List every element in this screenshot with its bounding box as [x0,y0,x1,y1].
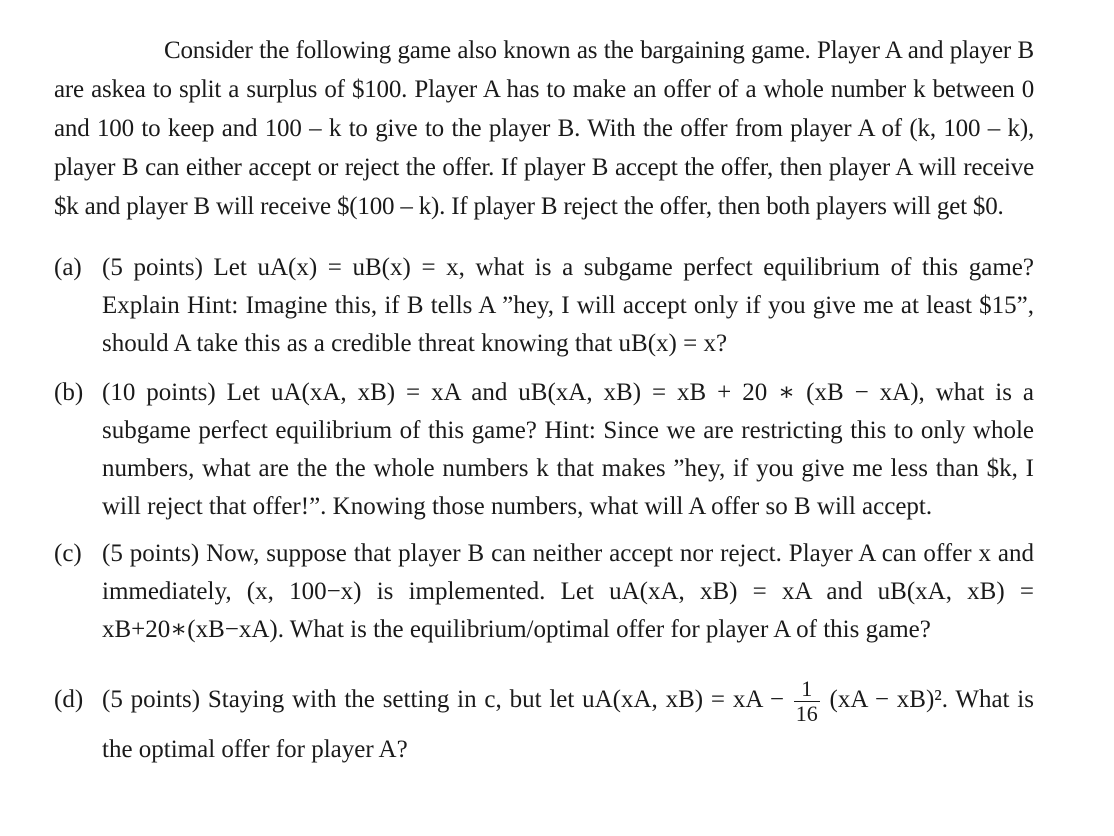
part-a [54,249,1034,363]
part-a-text: (5 points) Let uA(x) = uB(x) = x, what is a subgame perfect equilibrium of this game? Explain Hint: Imagine this, if B tells A ”hey, I will accept only if you give me at least $15”, should A take this as a credible threat knowing that uB(x) = x? [102,254,1034,357]
part-a-label: (a) [54,254,82,281]
part-b [54,374,1034,526]
part-d-text-after: (xA − xB)². What is the optimal offer for player A? [102,686,1034,763]
fraction-one-sixteenth [794,677,820,726]
part-d-label: (d) [54,686,84,713]
fraction-numerator: 1 [794,677,820,702]
part-b-label: (b) [54,379,84,406]
part-c [54,535,1034,649]
part-c-text: (5 points) Now, suppose that player B can neither accept nor reject. Player A can offer x and immediately, (x, 100−x) is implemented. Let uA(xA, xB) = xA and uB(xA, xB) = xB+20∗(xB−xA). What is the equilibrium/optimal offer for player A of this game? [102,540,1034,643]
part-c-label: (c) [54,540,82,567]
part-d-text [102,676,1034,774]
part-b-text: (10 points) Let uA(xA, xB) = xA and uB(xA, xB) = xB + 20 ∗ (xB − xA), what is a subgame perfect equilibrium of this game? Hint: Since we are restricting this to only whole numbers, what are the the whole numbers k that makes ”hey, if you give me less than $k, I will reject that offer!”. Knowing those numbers, what will A offer so B will accept. [102,379,1034,520]
intro-paragraph: Consider the following game also known as the bargaining game. Player A and player B are askea to split a surplus of $100. Player A has to make an offer of a whole number k between 0 and 100 to keep and 100 – k to give to the player B. With the offer from player A of (k, 100 – k), player B can either accept or reject the offer. If player B accept the offer, then player A will receive $k and player B will receive $(100 – k). If player B reject the offer, then both players will get $0. [54,37,1034,220]
fraction-denominator: 16 [795,700,818,726]
part-d [54,676,1034,774]
part-d-text-before: (5 points) Staying with the setting in c, but let uA(xA, xB) = xA − [102,686,784,713]
